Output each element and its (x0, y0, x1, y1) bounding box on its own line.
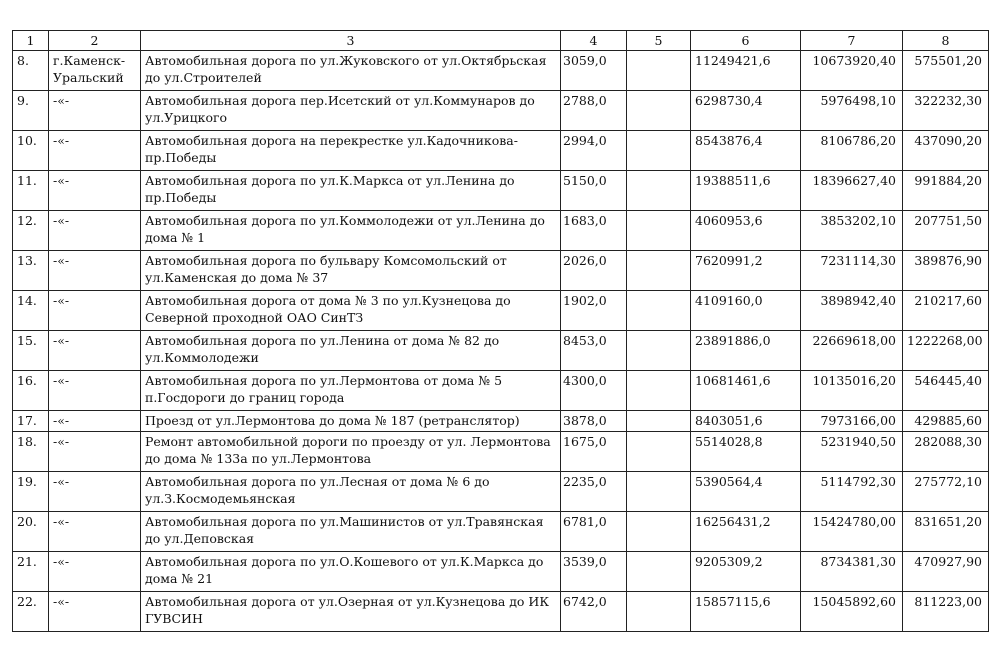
header-cell: 3 (141, 31, 561, 51)
row-number-cell: 8. (13, 51, 49, 91)
column-8-cell: 282088,30 (903, 432, 989, 472)
column-8-cell: 1222268,00 (903, 331, 989, 371)
header-cell: 6 (691, 31, 801, 51)
place-cell: -«- (49, 592, 141, 632)
column-8-cell: 811223,00 (903, 592, 989, 632)
table-row (13, 251, 989, 291)
road-name-cell: Автомобильная дорога по ул.Жуковского от ул.Октябрьская до ул.Строителей (141, 51, 561, 91)
column-6-cell: 15857115,6 (691, 592, 801, 632)
column-6-cell: 19388511,6 (691, 171, 801, 211)
road-name-cell: Автомобильная дорога по ул.Машинистов от ул.Травянская до ул.Деповская (141, 512, 561, 552)
header-cell: 8 (903, 31, 989, 51)
column-7-cell: 3853202,10 (801, 211, 903, 251)
column-7-cell: 18396627,40 (801, 171, 903, 211)
column-7-cell: 8734381,30 (801, 552, 903, 592)
length-cell: 1902,0 (561, 291, 627, 331)
column-5-cell (627, 432, 691, 472)
table-row (13, 211, 989, 251)
place-cell: -«- (49, 432, 141, 472)
length-cell: 2026,0 (561, 251, 627, 291)
column-5-cell (627, 291, 691, 331)
length-cell: 2235,0 (561, 472, 627, 512)
length-cell: 3539,0 (561, 552, 627, 592)
place-cell: г.Каменск-Уральский (49, 51, 141, 91)
length-cell: 2788,0 (561, 91, 627, 131)
column-7-cell: 5231940,50 (801, 432, 903, 472)
row-number-cell: 18. (13, 432, 49, 472)
column-7-cell: 5976498,10 (801, 91, 903, 131)
table-row (13, 291, 989, 331)
column-7-cell: 10673920,40 (801, 51, 903, 91)
road-name-cell: Автомобильная дорога по ул.К.Маркса от ул.Ленина до пр.Победы (141, 171, 561, 211)
row-number-cell: 14. (13, 291, 49, 331)
row-number-cell: 9. (13, 91, 49, 131)
row-number-cell: 19. (13, 472, 49, 512)
table-row (13, 51, 989, 91)
length-cell: 3878,0 (561, 411, 627, 432)
road-name-cell: Автомобильная дорога по ул.Лермонтова от дома № 5 п.Госдороги до границ города (141, 371, 561, 411)
table-row (13, 171, 989, 211)
table-row (13, 371, 989, 411)
column-5-cell (627, 411, 691, 432)
column-5-cell (627, 512, 691, 552)
column-5-cell (627, 211, 691, 251)
row-number-cell: 22. (13, 592, 49, 632)
column-5-cell (627, 552, 691, 592)
row-number-cell: 15. (13, 331, 49, 371)
table-row (13, 592, 989, 632)
length-cell: 1683,0 (561, 211, 627, 251)
table-row (13, 512, 989, 552)
road-name-cell: Автомобильная дорога от дома № 3 по ул.Кузнецова до Северной проходной ОАО СинТЗ (141, 291, 561, 331)
road-name-cell: Ремонт автомобильной дороги по проезду от ул. Лермонтова до дома № 133а по ул.Лермонтова (141, 432, 561, 472)
column-5-cell (627, 251, 691, 291)
row-number-cell: 10. (13, 131, 49, 171)
length-cell: 8453,0 (561, 331, 627, 371)
column-5-cell (627, 371, 691, 411)
column-7-cell: 8106786,20 (801, 131, 903, 171)
column-7-cell: 7231114,30 (801, 251, 903, 291)
roads-table (12, 30, 989, 632)
place-cell: -«- (49, 251, 141, 291)
length-cell: 4300,0 (561, 371, 627, 411)
place-cell: -«- (49, 512, 141, 552)
place-cell: -«- (49, 211, 141, 251)
road-name-cell: Автомобильная дорога по бульвару Комсомольский от ул.Каменская до дома № 37 (141, 251, 561, 291)
table-row (13, 472, 989, 512)
column-6-cell: 23891886,0 (691, 331, 801, 371)
column-7-cell: 22669618,00 (801, 331, 903, 371)
header-cell: 5 (627, 31, 691, 51)
row-number-cell: 21. (13, 552, 49, 592)
column-8-cell: 275772,10 (903, 472, 989, 512)
header-cell: 2 (49, 31, 141, 51)
column-7-cell: 15424780,00 (801, 512, 903, 552)
table-row (13, 552, 989, 592)
column-8-cell: 207751,50 (903, 211, 989, 251)
column-7-cell: 3898942,40 (801, 291, 903, 331)
column-7-cell: 5114792,30 (801, 472, 903, 512)
column-7-cell: 10135016,20 (801, 371, 903, 411)
column-6-cell: 4109160,0 (691, 291, 801, 331)
length-cell: 3059,0 (561, 51, 627, 91)
column-8-cell: 991884,20 (903, 171, 989, 211)
header-cell: 7 (801, 31, 903, 51)
column-8-cell: 210217,60 (903, 291, 989, 331)
column-8-cell: 546445,40 (903, 371, 989, 411)
column-8-cell: 575501,20 (903, 51, 989, 91)
column-7-cell: 15045892,60 (801, 592, 903, 632)
road-name-cell: Проезд от ул.Лермонтова до дома № 187 (ретранслятор) (141, 411, 561, 432)
road-name-cell: Автомобильная дорога пер.Исетский от ул.Коммунаров до ул.Урицкого (141, 91, 561, 131)
column-6-cell: 10681461,6 (691, 371, 801, 411)
column-6-cell: 6298730,4 (691, 91, 801, 131)
place-cell: -«- (49, 472, 141, 512)
road-name-cell: Автомобильная дорога по ул.Ленина от дома № 82 до ул.Коммолодежи (141, 331, 561, 371)
column-6-cell: 8403051,6 (691, 411, 801, 432)
road-name-cell: Автомобильная дорога по ул.О.Кошевого от ул.К.Маркса до дома № 21 (141, 552, 561, 592)
road-name-cell: Автомобильная дорога на перекрестке ул.Кадочникова-пр.Победы (141, 131, 561, 171)
column-6-cell: 9205309,2 (691, 552, 801, 592)
row-number-cell: 20. (13, 512, 49, 552)
column-6-cell: 4060953,6 (691, 211, 801, 251)
row-number-cell: 17. (13, 411, 49, 432)
column-5-cell (627, 51, 691, 91)
place-cell: -«- (49, 331, 141, 371)
column-8-cell: 470927,90 (903, 552, 989, 592)
column-8-cell: 389876,90 (903, 251, 989, 291)
road-name-cell: Автомобильная дорога от ул.Озерная от ул.Кузнецова до ИК ГУВСИН (141, 592, 561, 632)
column-5-cell (627, 331, 691, 371)
road-name-cell: Автомобильная дорога по ул.Коммолодежи от ул.Ленина до дома № 1 (141, 211, 561, 251)
table-row (13, 331, 989, 371)
length-cell: 2994,0 (561, 131, 627, 171)
header-cell: 4 (561, 31, 627, 51)
column-8-cell: 429885,60 (903, 411, 989, 432)
place-cell: -«- (49, 371, 141, 411)
place-cell: -«- (49, 552, 141, 592)
place-cell: -«- (49, 131, 141, 171)
row-number-cell: 12. (13, 211, 49, 251)
column-5-cell (627, 171, 691, 211)
row-number-cell: 13. (13, 251, 49, 291)
column-6-cell: 5514028,8 (691, 432, 801, 472)
column-5-cell (627, 472, 691, 512)
length-cell: 1675,0 (561, 432, 627, 472)
road-name-cell: Автомобильная дорога по ул.Лесная от дома № 6 до ул.З.Космодемьянская (141, 472, 561, 512)
header-cell: 1 (13, 31, 49, 51)
place-cell: -«- (49, 171, 141, 211)
column-7-cell: 7973166,00 (801, 411, 903, 432)
column-5-cell (627, 91, 691, 131)
row-number-cell: 11. (13, 171, 49, 211)
table-row (13, 131, 989, 171)
length-cell: 6781,0 (561, 512, 627, 552)
column-8-cell: 322232,30 (903, 91, 989, 131)
column-5-cell (627, 131, 691, 171)
column-6-cell: 16256431,2 (691, 512, 801, 552)
table-row (13, 411, 989, 432)
table-row (13, 91, 989, 131)
column-6-cell: 5390564,4 (691, 472, 801, 512)
place-cell: -«- (49, 411, 141, 432)
column-6-cell: 7620991,2 (691, 251, 801, 291)
place-cell: -«- (49, 291, 141, 331)
length-cell: 5150,0 (561, 171, 627, 211)
length-cell: 6742,0 (561, 592, 627, 632)
column-5-cell (627, 592, 691, 632)
column-8-cell: 831651,20 (903, 512, 989, 552)
table-body (13, 51, 989, 632)
header-row (13, 31, 989, 51)
row-number-cell: 16. (13, 371, 49, 411)
column-6-cell: 11249421,6 (691, 51, 801, 91)
place-cell: -«- (49, 91, 141, 131)
column-6-cell: 8543876,4 (691, 131, 801, 171)
column-8-cell: 437090,20 (903, 131, 989, 171)
table-row (13, 432, 989, 472)
document-page (12, 30, 989, 632)
